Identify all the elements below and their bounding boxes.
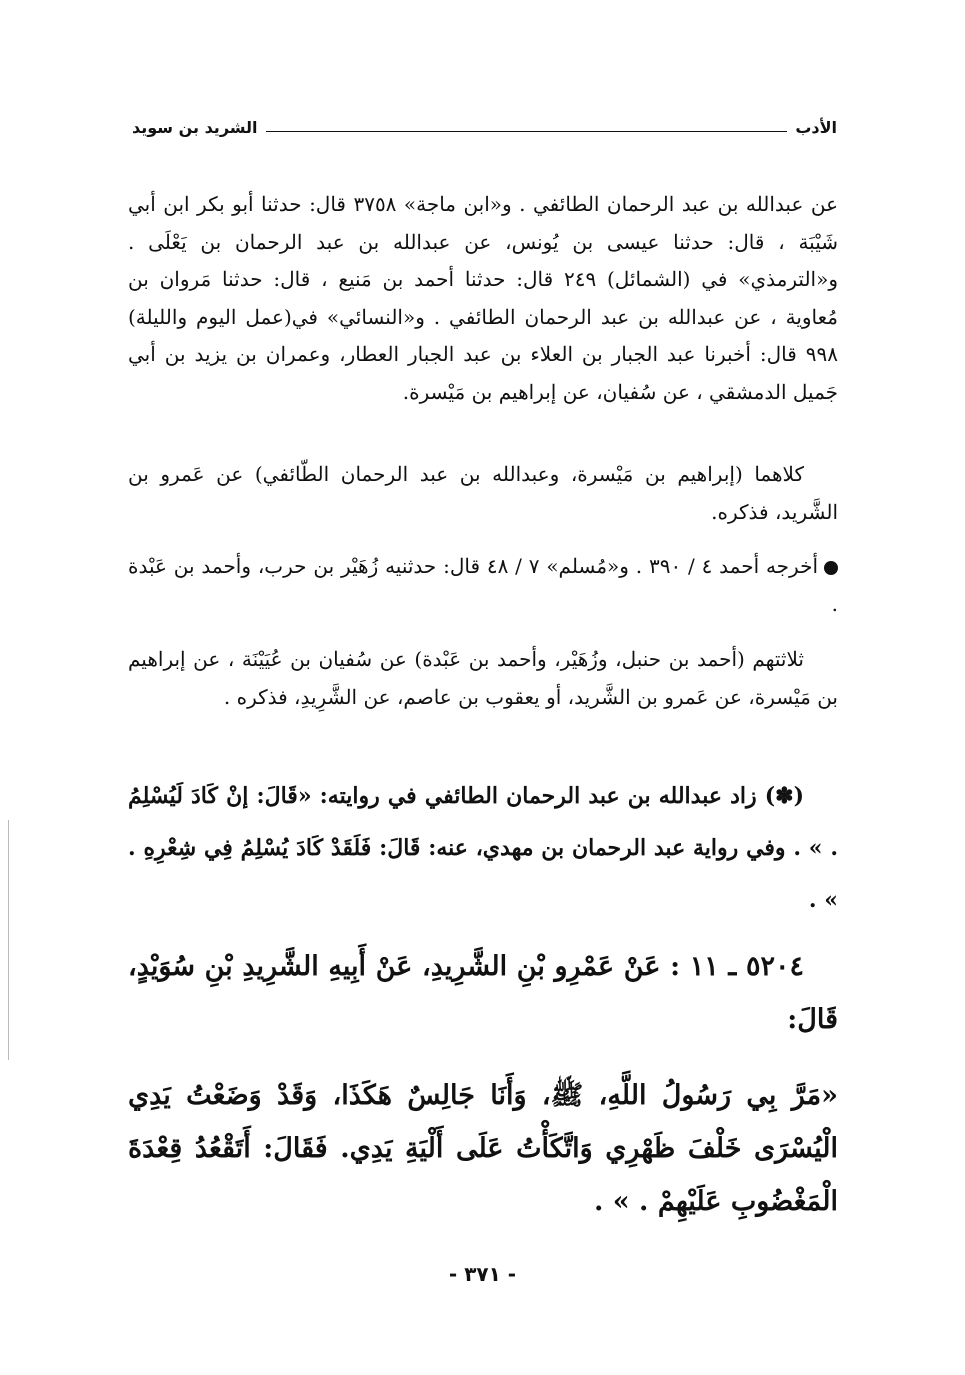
paragraph-text: ٥٢٠٤ ـ ١١ : عَنْ عَمْرِو بْنِ الشَّرِيدِ، عَنْ أَبِيهِ الشَّرِيدِ بْنِ سُوَيْدٍ، قَالَ: [128,951,838,1035]
chapter-title: الأدب [795,117,837,137]
bullet-paragraph [128,548,838,623]
hadith-heading [128,940,838,1046]
page-number: - ٣٧١ - [448,1262,517,1286]
paragraph-text: «مَرَّ بِي رَسُولُ اللَّهِ، ﷺ، وَأَنَا جَالِسٌ هَكَذَا، وَقَدْ وَضَعْتُ يَدِي الْيُسْرَى خَلْفَ ظَهْرِي وَاتَّكَأْتُ عَلَى أَلْيَةِ يَدِي. فَقَالَ: أَتَقْعُدُ قِعْدَةَ الْمَغْضُوبِ عَلَيْهِمْ . » . [128,1080,838,1217]
scan-margin-line [8,820,9,1060]
section-title: الشريد بن سويد [132,117,258,137]
hadith-text [128,1069,838,1228]
header-rule [266,131,788,132]
paragraph-text: (✽) زاد عبدالله بن عبد الرحمان الطائفي في روايته: «قَالَ: إنْ كَادَ لَيُسْلِمُ . » . وفي رواية عبد الرحمان بن مهدي، عنه: قَالَ: فَلَقَدْ كَادَ يُسْلِمُ فِي شِعْرِهِ . » . [128,783,838,913]
running-header [132,114,837,140]
takhrij-paragraph [128,186,838,411]
paragraph-text: ثلاثتهم (أحمد بن حنبل، وزُهَيْر، وأحمد بن عَبْدة) عن سُفيان بن عُيَيْنَة ، عن إبراهيم بن مَيْسرة، عن عَمرو بن الشَّريد، أو يعقوب بن عاصم، عن الشَّرِيدِ، فذكره . [128,647,838,709]
paragraph-text: كلاهما (إبراهيم بن مَيْسرة، وعبدالله بن عبد الرحمان الطّائفي) عن عَمرو بن الشَّريد، فذكره. [128,462,838,524]
note-paragraph [128,770,838,926]
bullet-icon [824,561,838,575]
chain-paragraph [128,641,838,716]
paragraph-text: أخرجه أحمد ٤ / ٣٩٠ . و«مُسلم» ٧ / ٤٨ قال: حدثنيه زُهَيْر بن حرب، وأحمد بن عَبْدة . [128,554,838,616]
summary-paragraph [128,456,838,531]
paragraph-text: عن عبدالله بن عبد الرحمان الطائفي . و«ابن ماجة» ٣٧٥٨ قال: حدثنا أبو بكر ابن أبي شَيْبَة ، قال: حدثنا عيسى بن يُونس، عن عبدالله بن عبد الرحمان بن يَعْلَى . و«الترمذي» في (الشمائل) ٢٤٩ قال: حدثنا أحمد بن مَنيع ، قال: حدثنا مَروان بن مُعاوية ، عن عبدالله بن عبد الرحمان الطائفي . و«النسائي» في(عمل اليوم والليلة) ٩٩٨ قال: أخبرنا عبد الجبار بن العلاء بن عبد الجبار العطار، وعمران بن يزيد بن أبي جَميل الدمشقي ، عن سُفيان، عن إبراهيم بن مَيْسرة. [128,192,839,404]
